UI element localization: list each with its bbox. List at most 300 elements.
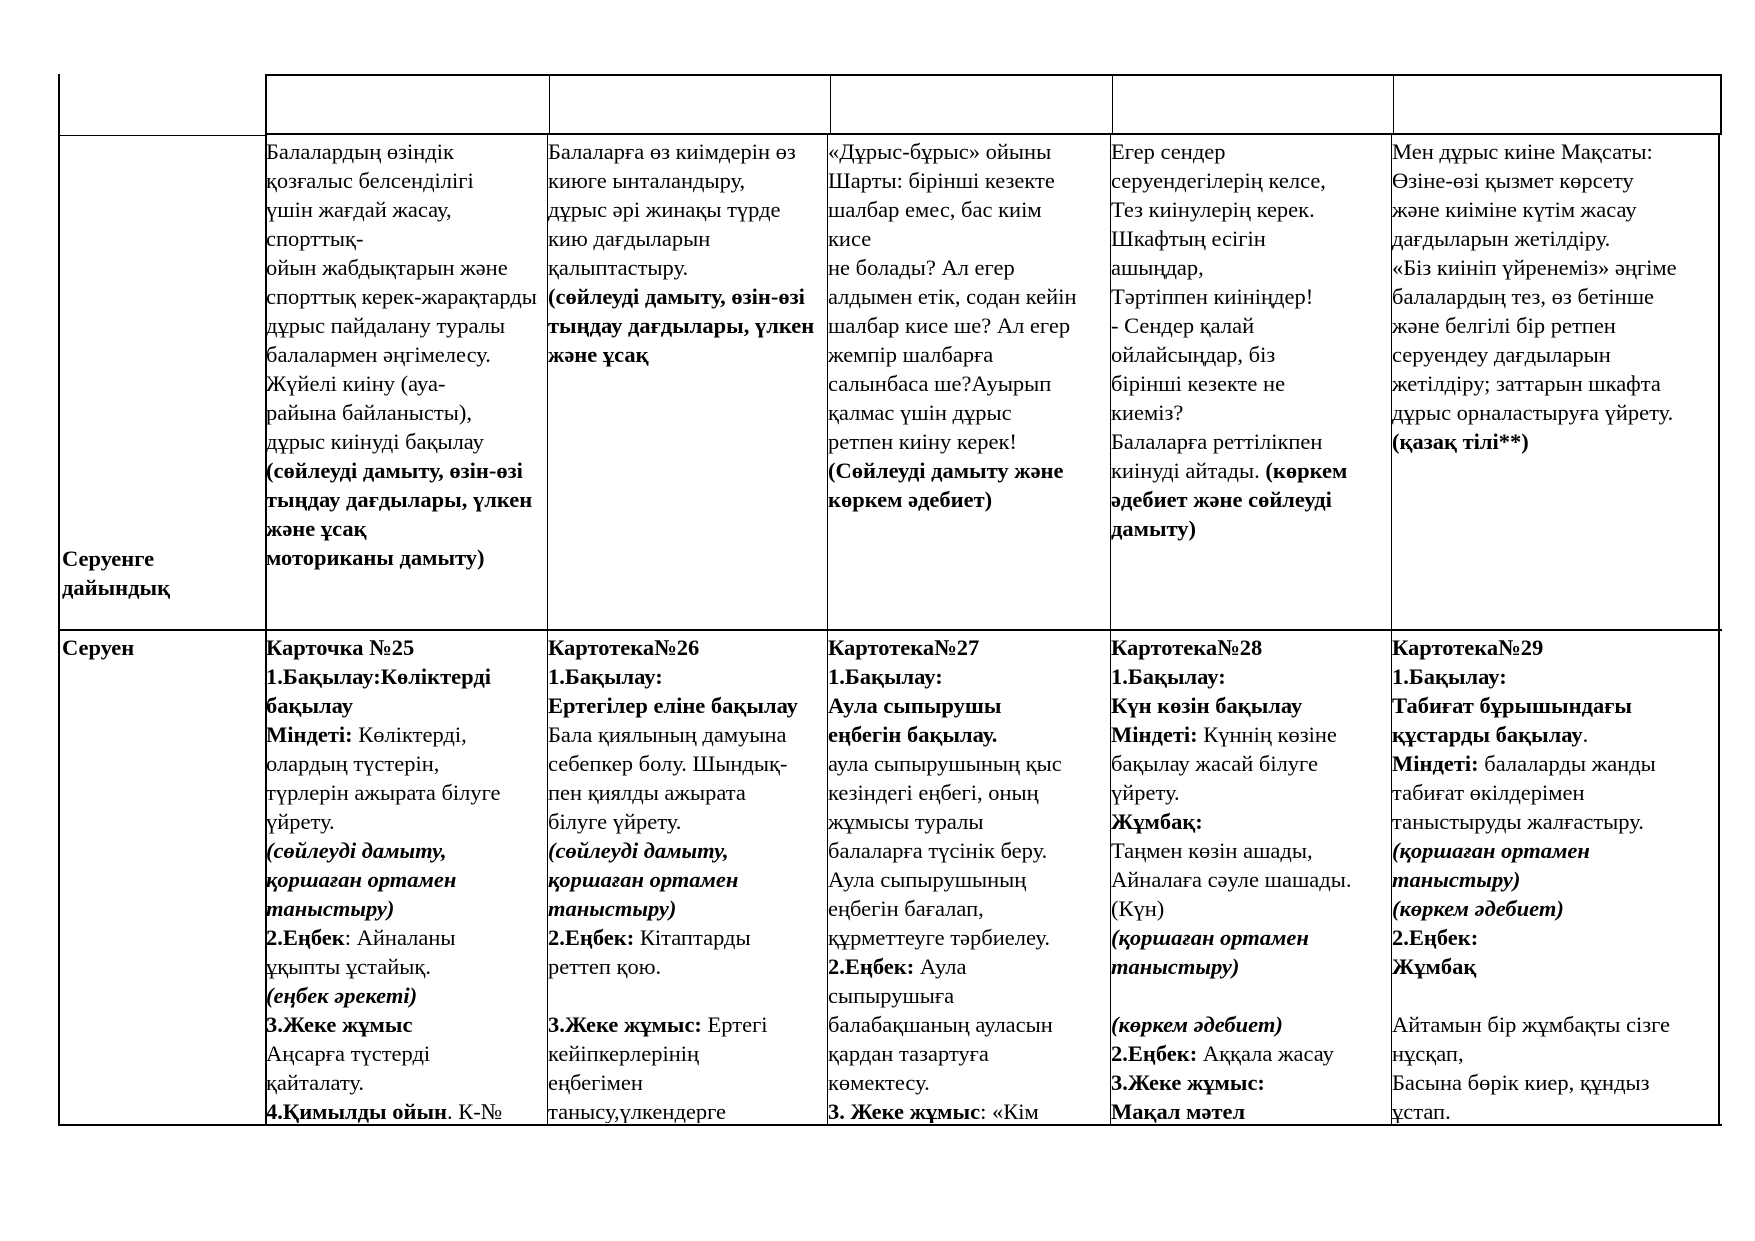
cell-text: сыпырушыға (828, 983, 955, 1008)
cell-line (1111, 195, 1390, 224)
cell-line (1392, 282, 1717, 311)
row-label-prep-line: Серуенге (62, 546, 155, 571)
cell-text: (сөйлеуді дамыту, өзін-өзі (266, 458, 523, 483)
cell-text: Картотека№29 (1392, 635, 1544, 660)
cell-line (828, 224, 1109, 253)
cell-text: пен қиялды ажырата (548, 780, 746, 805)
cell-text: киюге ынталандыру, (548, 168, 746, 193)
cell-text: 1.Бақылау: (1392, 664, 1507, 689)
cell-text: жетілдіру; заттарын шкафта (1392, 371, 1661, 396)
cell-line (828, 952, 1109, 981)
cell-line (1392, 311, 1717, 340)
cell-line (1392, 923, 1717, 952)
cell-line (1111, 369, 1390, 398)
cell-text: Аула (914, 954, 967, 979)
cell-text: қоршаған ортамен (266, 867, 457, 892)
cell-line (548, 952, 826, 981)
cell-text: (қазақ тілі**) (1392, 429, 1529, 454)
cell-text: Міндеті: (1392, 751, 1479, 776)
cell-text: себепкер болу. Шындық- (548, 751, 788, 776)
cell-text: Айналаға сәуле шашады. (1111, 867, 1352, 892)
cell-text: ұстап. (1392, 1099, 1451, 1123)
cell-line (828, 633, 1109, 662)
cell-line (828, 427, 1109, 456)
table-border (1112, 74, 1113, 135)
cell-line (828, 749, 1109, 778)
cell-line (266, 398, 546, 427)
cell-line (828, 1097, 1109, 1123)
cell-text: үшін жағдай жасау, (266, 197, 452, 222)
cell-line (548, 662, 826, 691)
walk-cell (828, 633, 1109, 1123)
cell-line (548, 981, 826, 1010)
cell-text: және белгілі бір ретпен (1392, 313, 1616, 338)
cell-text: кисе (828, 226, 872, 251)
cell-text: кейіпкерлерінің (548, 1041, 700, 1066)
cell-line (828, 340, 1109, 369)
cell-line (1392, 778, 1717, 807)
cell-line (266, 836, 546, 865)
cell-line (828, 456, 1109, 485)
cell-line (1111, 836, 1390, 865)
cell-text: 2.Еңбек: (1111, 1041, 1198, 1066)
cell-line (548, 865, 826, 894)
cell-text: балалардың тез, өз бетінше (1392, 284, 1655, 309)
cell-line (828, 253, 1109, 282)
cell-text: Аңсарға түстерді (266, 1041, 431, 1066)
cell-text: (қоршаған ортамен (1111, 925, 1309, 950)
cell-text: қалыптастыру. (548, 255, 689, 280)
cell-line (266, 778, 546, 807)
cell-text: және ұсақ (548, 342, 649, 367)
row-label-walk (62, 633, 134, 662)
cell-text: 3.Жеке жұмыс: (1111, 1070, 1265, 1095)
cell-line (1111, 340, 1390, 369)
cell-text: . (1582, 722, 1589, 747)
cell-line (828, 662, 1109, 691)
cell-line (266, 749, 546, 778)
cell-line (1392, 137, 1717, 166)
cell-text: Күннің көзіне (1197, 722, 1337, 747)
cell-text: Шарты: бірінші кезекте (828, 168, 1055, 193)
cell-line (266, 543, 546, 572)
cell-text: Балалардың өзіндік (266, 139, 454, 164)
cell-text: Тез киінулерің керек. (1111, 197, 1315, 222)
cell-line (548, 1039, 826, 1068)
cell-text: Айтамын бір жұмбақты сізге (1392, 1012, 1670, 1037)
cell-text: Ертегілер еліне бақылау (548, 693, 798, 718)
cell-line (828, 1010, 1109, 1039)
cell-text: (Күн) (1111, 896, 1165, 921)
cell-text: Міндеті: (1111, 722, 1198, 747)
cell-text: (көркем әдебиет) (1111, 1012, 1283, 1037)
cell-line (1111, 981, 1390, 1010)
cell-line (266, 340, 546, 369)
cell-text: Кітаптарды (634, 925, 751, 950)
cell-text: реттеп қою. (548, 954, 662, 979)
cell-text (1111, 983, 1117, 1008)
cell-text: дамыту) (1111, 516, 1197, 541)
walk-cell (1111, 633, 1390, 1123)
cell-text: Күн көзін бақылау (1111, 693, 1303, 718)
cell-line (1392, 340, 1717, 369)
cell-text: дұрыс әрі жинақы түрде (548, 197, 781, 222)
cell-line (548, 224, 826, 253)
cell-text: Балаларға реттілікпен (1111, 429, 1323, 454)
table-border (549, 74, 550, 135)
prep-cell (1392, 137, 1717, 627)
cell-text: спорттық керек-жарақтарды (266, 284, 537, 309)
cell-line (548, 720, 826, 749)
cell-line (548, 253, 826, 282)
cell-line (1392, 720, 1717, 749)
cell-line (266, 514, 546, 543)
cell-text: балалармен әңгімелесу. (266, 342, 491, 367)
cell-line (828, 369, 1109, 398)
cell-line (1111, 485, 1390, 514)
cell-text: 4.Қимылды ойын (266, 1099, 447, 1123)
cell-line (266, 282, 546, 311)
cell-text: 2.Еңбек: (828, 954, 915, 979)
cell-text: - Сендер қалай (1111, 313, 1255, 338)
cell-text: және ұсақ (266, 516, 367, 541)
cell-text: не болады? Ал егер (828, 255, 1015, 280)
cell-line (1111, 1010, 1390, 1039)
cell-text: құрметтеуге тәрбиелеу. (828, 925, 1051, 950)
cell-line (548, 633, 826, 662)
cell-text: ретпен киіну керек! (828, 429, 1017, 454)
cell-line (548, 1010, 826, 1039)
cell-line (548, 1068, 826, 1097)
cell-line (1392, 807, 1717, 836)
cell-text: үйрету. (1111, 780, 1180, 805)
cell-line (1392, 691, 1717, 720)
cell-line (1111, 952, 1390, 981)
cell-text: Картотека№27 (828, 635, 980, 660)
cell-line (266, 633, 546, 662)
table-border (267, 133, 1722, 135)
row-label-walk-text: Серуен (62, 635, 135, 660)
cell-line (1392, 1068, 1717, 1097)
cell-text: Бала қиялының дамуына (548, 722, 787, 747)
cell-text: қардан тазартуға (828, 1041, 989, 1066)
cell-text: «Дұрыс-бұрыс» ойыны (828, 139, 1052, 164)
cell-line (1111, 398, 1390, 427)
cell-text: салынбаса ше?Ауырып (828, 371, 1052, 396)
cell-line (1111, 633, 1390, 662)
table-border (1718, 135, 1720, 1126)
cell-text: (көркем (1265, 458, 1348, 483)
cell-text: әдебиет және сөйлеуді (1111, 487, 1332, 512)
table-border (58, 1124, 1722, 1126)
cell-text: 2.Еңбек: (1392, 925, 1479, 950)
cell-text: 1.Бақылау: (1111, 664, 1226, 689)
cell-line (1392, 865, 1717, 894)
prep-cell (1111, 137, 1390, 627)
cell-line (266, 1068, 546, 1097)
row-label-prep-line: дайындық (62, 575, 171, 600)
cell-line (548, 195, 826, 224)
cell-text: түрлерін ажырата білуге (266, 780, 501, 805)
cell-line (1392, 224, 1717, 253)
cell-line (1111, 514, 1390, 543)
cell-line (266, 485, 546, 514)
cell-text: киеміз? (1111, 400, 1184, 425)
cell-text: алдымен етік, содан кейін (828, 284, 1077, 309)
cell-line (548, 137, 826, 166)
cell-text: таныстыруды жалғастыру. (1392, 809, 1644, 834)
cell-line (1392, 1039, 1717, 1068)
cell-text: 1.Бақылау: (828, 664, 943, 689)
cell-text: Шкафтың есігін (1111, 226, 1266, 251)
cell-line (828, 398, 1109, 427)
cell-line (1111, 894, 1390, 923)
cell-line (266, 720, 546, 749)
cell-line (828, 894, 1109, 923)
cell-line (828, 981, 1109, 1010)
cell-line (1392, 1097, 1717, 1123)
cell-line (1111, 1039, 1390, 1068)
cell-line (266, 137, 546, 166)
cell-line (1392, 894, 1717, 923)
cell-line (266, 807, 546, 836)
cell-line (266, 427, 546, 456)
table-border (58, 629, 1722, 631)
cell-text: білуге үйрету. (548, 809, 682, 834)
cell-text: : Айналаны (344, 925, 456, 950)
cell-text: таныстыру) (548, 896, 677, 921)
cell-text: (қоршаған ортамен (1392, 838, 1590, 863)
cell-text: тыңдау дағдылары, үлкен (548, 313, 815, 338)
cell-text: кезіндегі еңбегі, оның (828, 780, 1039, 805)
cell-text: серуендегілерің келсе, (1111, 168, 1326, 193)
cell-line (1392, 369, 1717, 398)
cell-text: ашыңдар, (1111, 255, 1204, 280)
cell-line (1392, 166, 1717, 195)
cell-text: дұрыс пайдалану туралы (266, 313, 506, 338)
cell-line (1392, 253, 1717, 282)
cell-line (1392, 981, 1717, 1010)
cell-text: ұқыпты ұстайық. (266, 954, 431, 979)
cell-line (828, 166, 1109, 195)
cell-line (1111, 1068, 1390, 1097)
cell-text: (еңбек әрекеті) (266, 983, 418, 1008)
cell-line (548, 923, 826, 952)
cell-line (266, 981, 546, 1010)
cell-text: жұмысы туралы (828, 809, 984, 834)
cell-text: Міндеті: (266, 722, 353, 747)
cell-text: бақылау (266, 693, 354, 718)
cell-line (548, 778, 826, 807)
cell-line (828, 485, 1109, 514)
cell-text: : «Кім (980, 1099, 1039, 1123)
cell-text: (көркем әдебиет) (1392, 896, 1564, 921)
table-border (1393, 74, 1394, 135)
cell-line (1392, 662, 1717, 691)
cell-text: көмектесу. (828, 1070, 930, 1095)
cell-text: (Сөйлеуді дамыту және (828, 458, 1064, 483)
cell-text: шалбар кисе ше? Ал егер (828, 313, 1071, 338)
cell-line (828, 1068, 1109, 1097)
cell-line (1111, 253, 1390, 282)
cell-line (1111, 691, 1390, 720)
cell-text: еңбегін бақылау. (828, 722, 998, 747)
cell-line (266, 166, 546, 195)
cell-text: дағдыларын жетілдіру. (1392, 226, 1611, 251)
cell-text: Көліктерді, (352, 722, 467, 747)
cell-line (266, 865, 546, 894)
cell-line (828, 1039, 1109, 1068)
cell-line (266, 456, 546, 485)
cell-line (1392, 195, 1717, 224)
cell-line (548, 311, 826, 340)
table-border (1720, 74, 1722, 135)
prep-cell (266, 137, 546, 627)
cell-text: Балаларға өз киімдерін өз (548, 139, 796, 164)
walk-cell (548, 633, 826, 1123)
cell-text: дұрыс киінуді бақылау (266, 429, 484, 454)
cell-text: еңбегін бағалап, (828, 896, 984, 921)
table-border (58, 74, 60, 1126)
cell-line (266, 369, 546, 398)
cell-text (1392, 983, 1398, 1008)
cell-text: ойын жабдықтарын және (266, 255, 508, 280)
cell-text: және киіміне күтім жасау (1392, 197, 1637, 222)
cell-text: Жұмбақ: (1111, 809, 1203, 834)
cell-line (1111, 662, 1390, 691)
cell-line (828, 691, 1109, 720)
cell-line (828, 836, 1109, 865)
cell-line (548, 691, 826, 720)
cell-text: аула сыпырушының қыс (828, 751, 1062, 776)
cell-line (828, 137, 1109, 166)
walk-cell (266, 633, 546, 1123)
cell-text: 3. Жеке жұмыс (828, 1099, 981, 1123)
cell-text: райына байланысты), (266, 400, 472, 425)
cell-text: балаларға түсінік беру. (828, 838, 1048, 863)
cell-text: Егер сендер (1111, 139, 1226, 164)
cell-text: 3.Жеке жұмыс (266, 1012, 413, 1037)
cell-text: бақылау жасай білуге (1111, 751, 1318, 776)
cell-line (266, 923, 546, 952)
cell-line (266, 195, 546, 224)
cell-line (1111, 311, 1390, 340)
cell-line (1111, 427, 1390, 456)
cell-line (548, 807, 826, 836)
cell-line (1392, 749, 1717, 778)
cell-line (548, 1097, 826, 1123)
cell-text: құстарды бақылау (1392, 722, 1583, 747)
cell-line (266, 894, 546, 923)
cell-text: шалбар емес, бас киім (828, 197, 1042, 222)
cell-text: еңбегімен (548, 1070, 643, 1095)
cell-text: көркем әдебиет) (828, 487, 993, 512)
cell-text: тыңдау дағдылары, үлкен (266, 487, 533, 512)
cell-line (828, 778, 1109, 807)
cell-line (1111, 456, 1390, 485)
cell-line (828, 720, 1109, 749)
cell-text: Картотека№26 (548, 635, 700, 660)
cell-text: нұсқап, (1392, 1041, 1464, 1066)
cell-line (548, 894, 826, 923)
cell-line (266, 952, 546, 981)
cell-line (266, 691, 546, 720)
cell-text: (сөйлеуді дамыту, өзін-өзі (548, 284, 805, 309)
cell-text: Таңмен көзін ашады, (1111, 838, 1313, 863)
cell-line (266, 224, 546, 253)
cell-line (1111, 1097, 1390, 1123)
cell-text: үйрету. (266, 809, 335, 834)
cell-text: (сөйлеуді дамыту, (548, 838, 729, 863)
cell-line (548, 282, 826, 311)
cell-line (828, 282, 1109, 311)
cell-text: танысу,үлкендерге (548, 1099, 727, 1123)
cell-line (1392, 836, 1717, 865)
cell-text: жемпір шалбарға (828, 342, 994, 367)
cell-text: Тәртіппен киініңдер! (1111, 284, 1314, 309)
cell-text: Табиғат бұрышындағы (1392, 693, 1632, 718)
prep-cell (828, 137, 1109, 627)
cell-text: 1.Бақылау: (548, 664, 663, 689)
cell-line (548, 340, 826, 369)
table-border (267, 74, 1722, 76)
cell-text: олардың түстерін, (266, 751, 440, 776)
cell-line (828, 923, 1109, 952)
cell-text: ойлайсыңдар, біз (1111, 342, 1276, 367)
cell-line (1392, 1010, 1717, 1039)
cell-text: қозғалыс белсенділігі (266, 168, 474, 193)
cell-line (828, 195, 1109, 224)
cell-text: 3.Жеке жұмыс: (548, 1012, 702, 1037)
table-border (58, 135, 267, 136)
cell-text: кию дағдыларын (548, 226, 711, 251)
cell-text: спорттық- (266, 226, 364, 251)
cell-line (828, 865, 1109, 894)
cell-text: киінуді айтады. (1111, 458, 1266, 483)
cell-line (1392, 633, 1717, 662)
cell-text: Аула сыпырушы (828, 693, 1002, 718)
cell-text: дұрыс орналастыруға үйрету. (1392, 400, 1674, 425)
cell-text: Аула сыпырушының (828, 867, 1027, 892)
cell-line (1111, 778, 1390, 807)
cell-text: Өзіне-өзі қызмет көрсету (1392, 168, 1634, 193)
row-label-prep (62, 544, 170, 602)
cell-text: Мақал мәтел (1111, 1099, 1246, 1123)
cell-text: «Біз киініп үйренеміз» әңгіме (1392, 255, 1677, 280)
cell-text: 1.Бақылау:Көліктерді (266, 664, 491, 689)
cell-text: Басына бөрік киер, құндыз (1392, 1070, 1650, 1095)
cell-line (548, 166, 826, 195)
cell-line (266, 1097, 546, 1123)
cell-line (266, 1039, 546, 1068)
cell-text: Карточка №25 (266, 635, 415, 660)
cell-line (1392, 398, 1717, 427)
cell-text: Мен дұрыс киіне Мақсаты: (1392, 139, 1653, 164)
cell-line (266, 311, 546, 340)
cell-text: қайталату. (266, 1070, 365, 1095)
cell-line (1111, 923, 1390, 952)
cell-text: 2.Еңбек: (548, 925, 635, 950)
walk-cell (1392, 633, 1717, 1123)
cell-line (266, 253, 546, 282)
cell-text: балабақшаның ауласын (828, 1012, 1053, 1037)
cell-line (1111, 807, 1390, 836)
cell-line (1111, 749, 1390, 778)
cell-line (828, 807, 1109, 836)
cell-text: Жұмбақ (1392, 954, 1477, 979)
cell-text: таныстыру) (1111, 954, 1240, 979)
cell-text: қоршаған ортамен (548, 867, 739, 892)
